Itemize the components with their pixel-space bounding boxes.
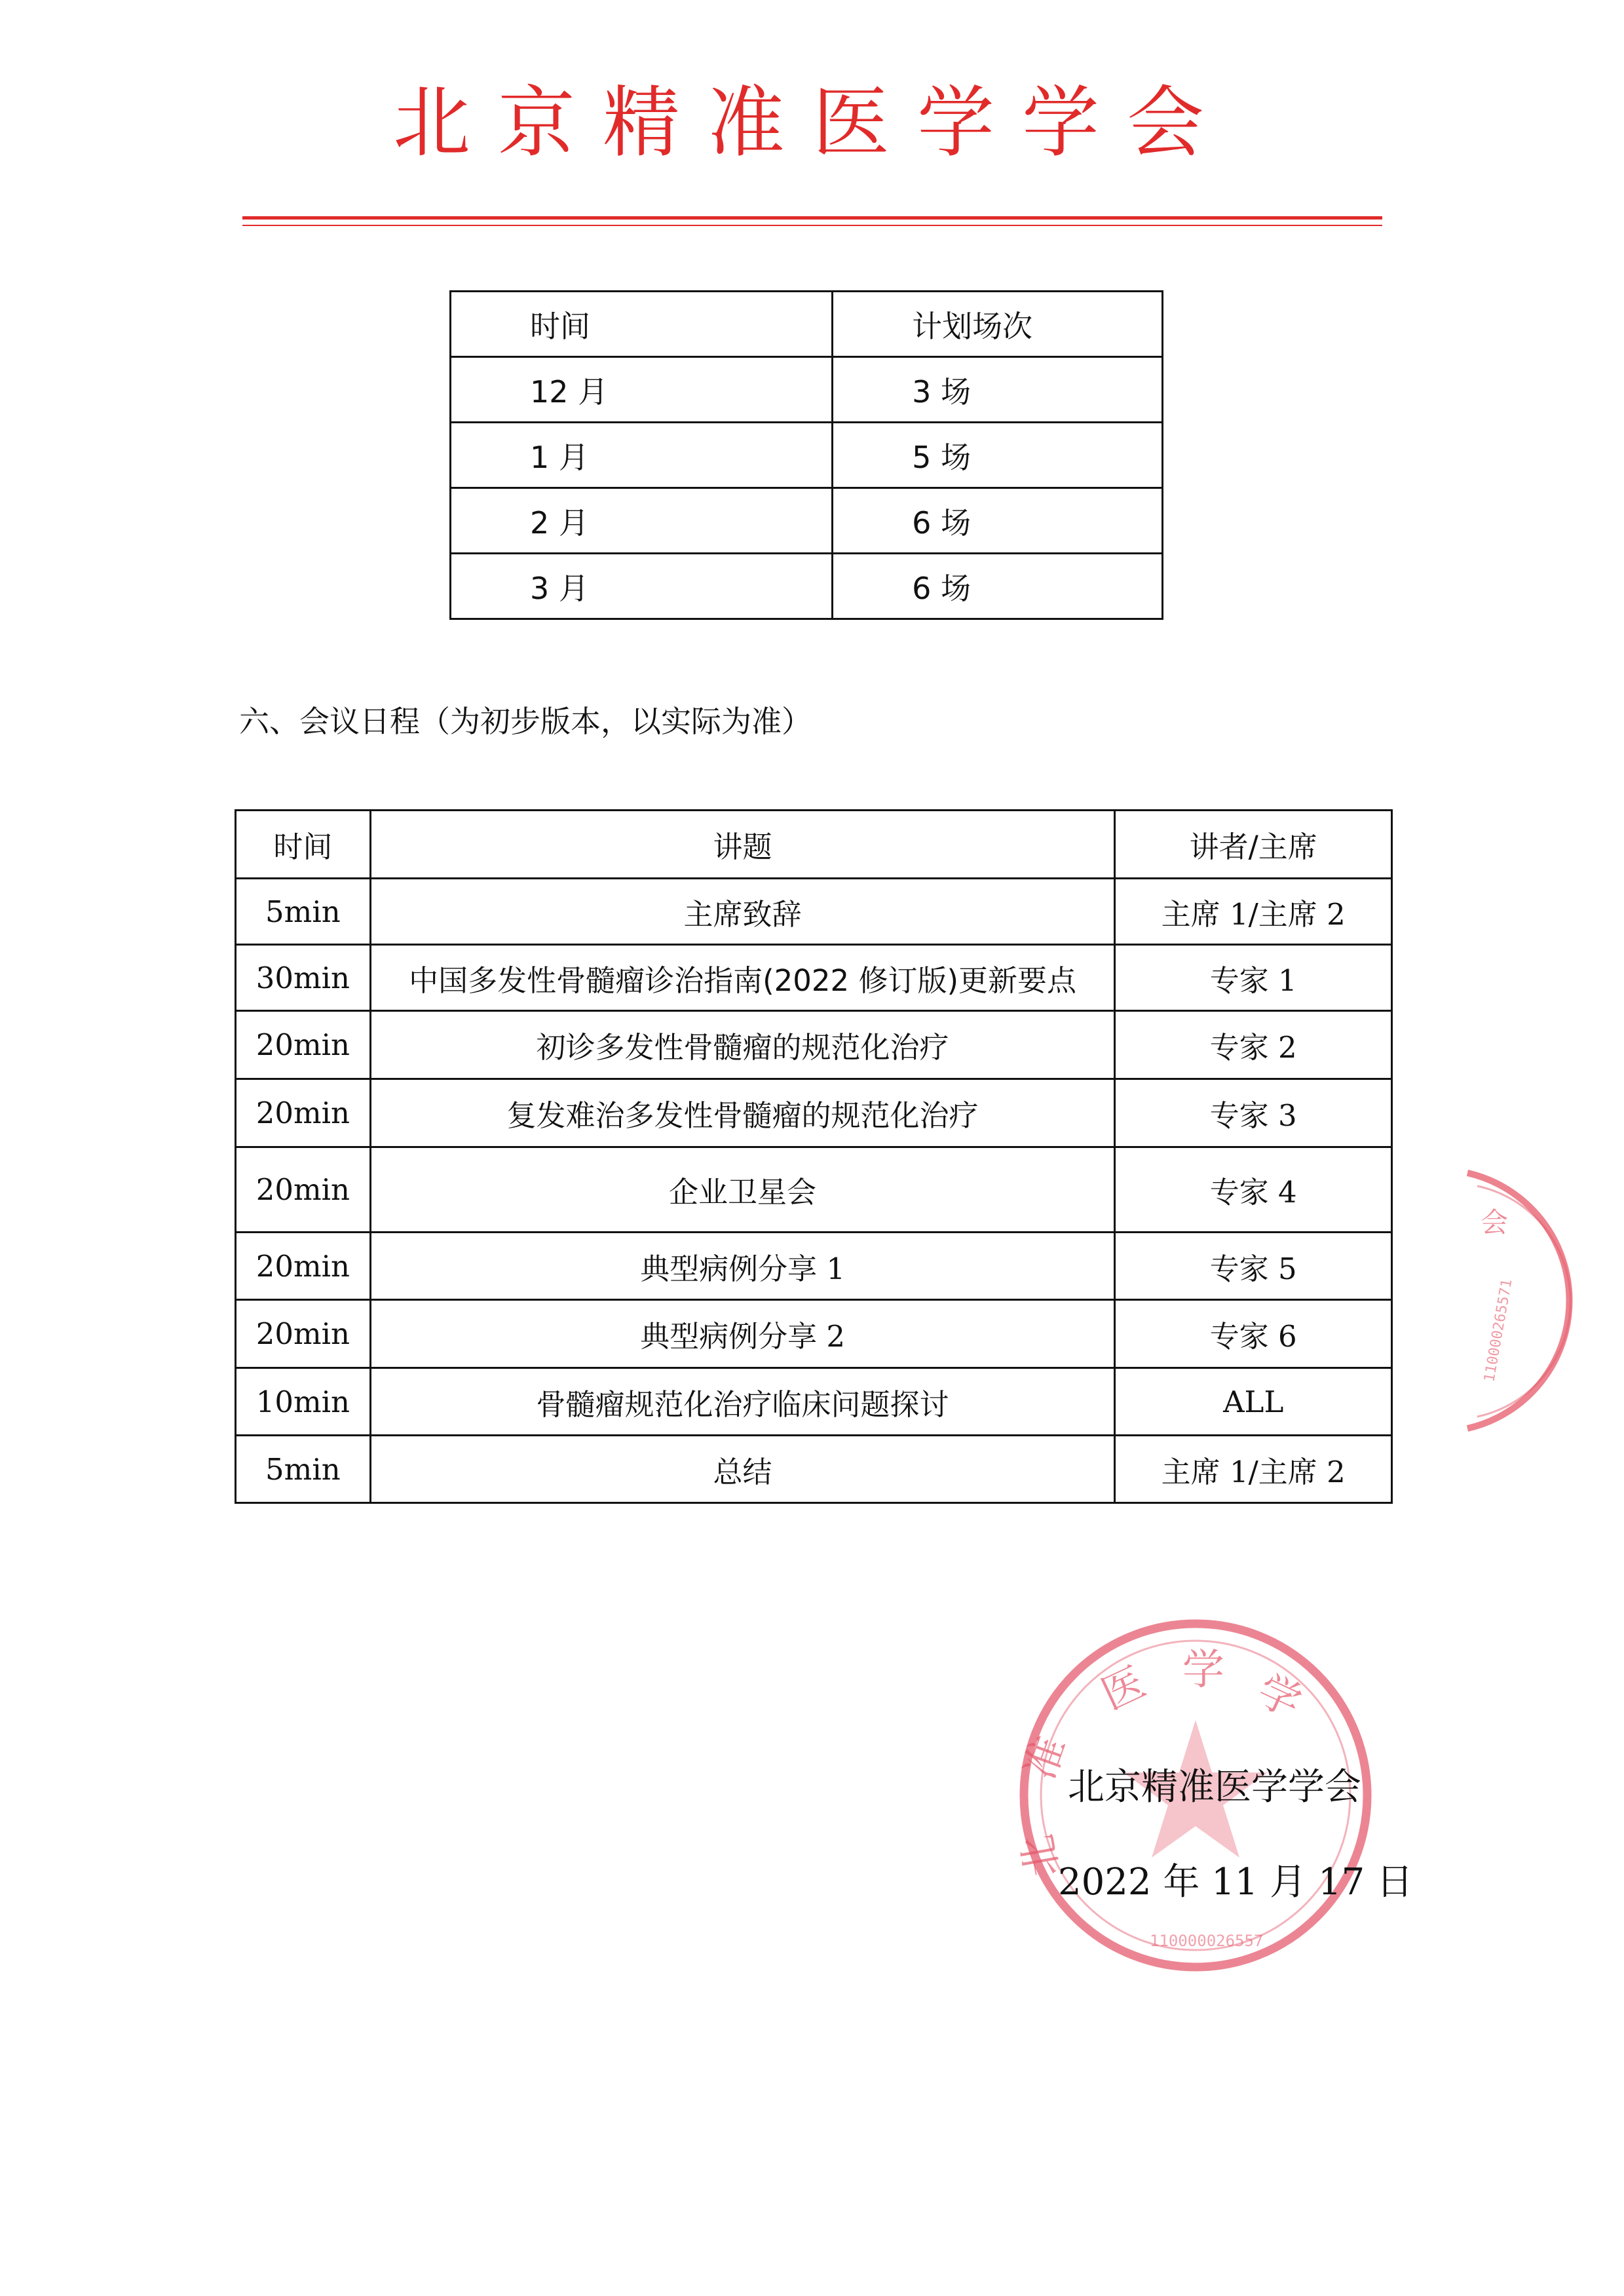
agenda-cell-time: 30min: [236, 945, 371, 1011]
svg-text:北: 北: [1013, 1831, 1068, 1881]
agenda-cell-time: 10min: [236, 1368, 371, 1436]
agenda-cell-speaker: 专家 6: [1115, 1300, 1392, 1368]
plan-cell-month: 2 月: [451, 488, 833, 554]
plan-table: [449, 290, 1163, 620]
agenda-header-time: 时间: [236, 811, 371, 879]
agenda-header-speaker: 讲者/主席: [1115, 811, 1392, 879]
table-row: [236, 1079, 1392, 1147]
agenda-cell-topic: 初诊多发性骨髓瘤的规范化治疗: [370, 1011, 1115, 1079]
agenda-cell-time: 20min: [236, 1300, 371, 1368]
agenda-cell-speaker: 专家 3: [1115, 1079, 1392, 1147]
table-row: [236, 1300, 1392, 1368]
agenda-cell-speaker: 主席 1/主席 2: [1115, 879, 1392, 945]
agenda-cell-time: 5min: [236, 879, 371, 945]
agenda-cell-topic: 中国多发性骨髓瘤诊治指南(2022 修订版)更新要点: [370, 945, 1115, 1011]
agenda-cell-speaker: 专家 4: [1115, 1147, 1392, 1233]
plan-cell-count: 5 场: [833, 423, 1163, 488]
agenda-cell-time: 5min: [236, 1436, 371, 1503]
plan-cell-count: 3 场: [833, 357, 1163, 423]
agenda-cell-topic: 企业卫星会: [370, 1147, 1115, 1233]
plan-cell-month: 1 月: [451, 423, 833, 488]
agenda-cell-speaker: 主席 1/主席 2: [1115, 1436, 1392, 1503]
agenda-cell-topic: 主席致辞: [370, 879, 1115, 945]
table-row: [236, 879, 1392, 945]
table-row: [236, 1147, 1392, 1233]
agenda-cell-speaker: ALL: [1115, 1368, 1392, 1436]
plan-cell-month: 3 月: [451, 554, 833, 619]
agenda-cell-speaker: 专家 1: [1115, 945, 1392, 1011]
letterhead-rule-thin: [242, 225, 1382, 226]
seal-partial-edge: [1441, 1160, 1624, 1442]
section-heading: 六、会议日程（为初步版本，以实际为准）: [239, 704, 812, 739]
table-row: [236, 1233, 1392, 1300]
agenda-cell-topic: 总结: [370, 1436, 1115, 1503]
signature-date: 2022 年 11 月 17 日: [1058, 1861, 1414, 1904]
plan-cell-count: 6 场: [833, 554, 1163, 619]
agenda-cell-time: 20min: [236, 1079, 371, 1147]
table-row: [236, 945, 1392, 1011]
svg-text:学: 学: [1250, 1666, 1309, 1728]
agenda-cell-speaker: 专家 5: [1115, 1233, 1392, 1300]
table-row: [451, 488, 1163, 554]
letterhead-title: 北京精准医学学会: [392, 77, 1232, 168]
agenda-table: [235, 809, 1393, 1504]
svg-text:准: 准: [1015, 1730, 1076, 1786]
agenda-cell-topic: 复发难治多发性骨髓瘤的规范化治疗: [370, 1079, 1115, 1147]
agenda-cell-time: 20min: [236, 1011, 371, 1079]
svg-text:医: 医: [1094, 1658, 1153, 1720]
agenda-cell-time: 20min: [236, 1147, 371, 1233]
table-row: [451, 554, 1163, 619]
svg-text:110000026557: 110000026557: [1150, 1932, 1264, 1950]
svg-text:学: 学: [1182, 1646, 1224, 1694]
agenda-cell-speaker: 专家 2: [1115, 1011, 1392, 1079]
svg-text:会: 会: [1481, 1206, 1509, 1238]
agenda-cell-topic: 典型病例分享 1: [370, 1233, 1115, 1300]
agenda-cell-time: 20min: [236, 1233, 371, 1300]
svg-text:110000265571: 110000265571: [1481, 1278, 1516, 1384]
table-row: [451, 423, 1163, 488]
table-row: [236, 811, 1392, 879]
table-row: [236, 1436, 1392, 1503]
table-row: [451, 357, 1163, 423]
signature-org: 北京精准医学学会: [1068, 1766, 1361, 1808]
plan-cell-month: 12 月: [451, 357, 833, 423]
table-row: [236, 1011, 1392, 1079]
agenda-cell-topic: 骨髓瘤规范化治疗临床问题探讨: [370, 1368, 1115, 1436]
table-row: [236, 1368, 1392, 1436]
agenda-header-topic: 讲题: [370, 811, 1115, 879]
letterhead-rule-thick: [242, 216, 1382, 220]
plan-header-sessions: 计划场次: [833, 292, 1163, 357]
agenda-cell-topic: 典型病例分享 2: [370, 1300, 1115, 1368]
table-row: [451, 292, 1163, 357]
plan-header-time: 时间: [451, 292, 833, 357]
plan-cell-count: 6 场: [833, 488, 1163, 554]
